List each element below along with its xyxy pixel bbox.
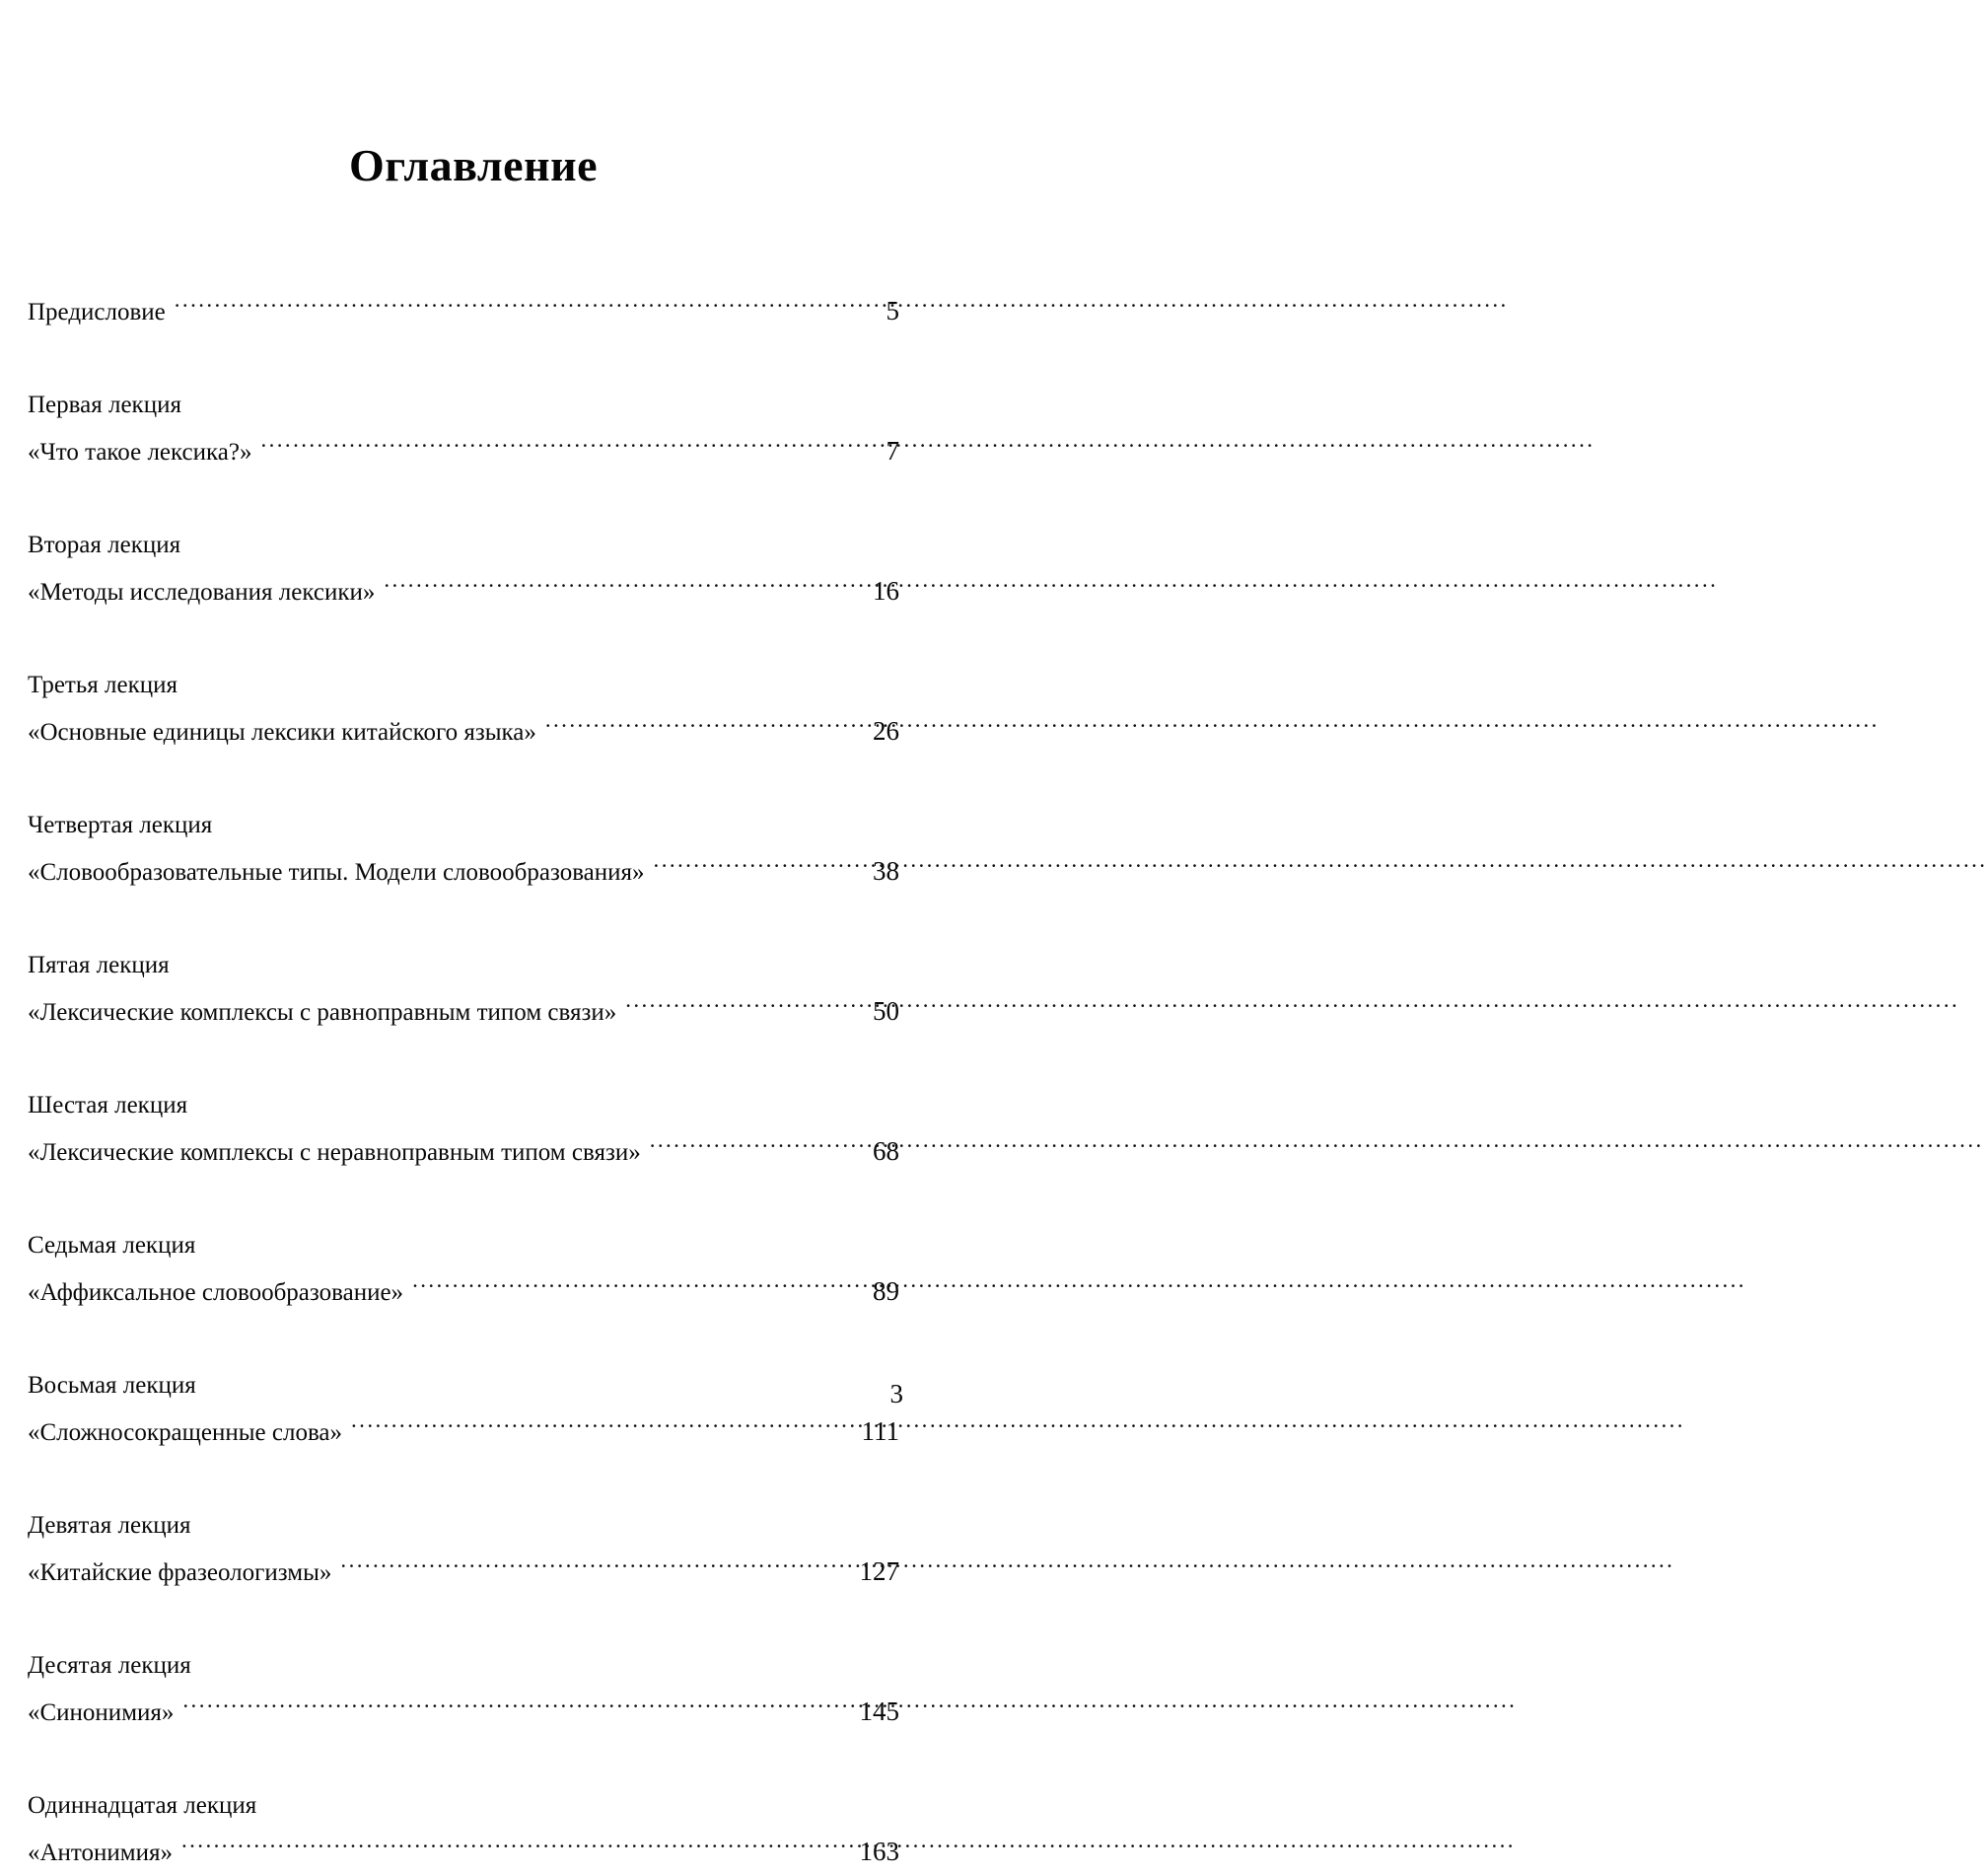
toc-entry[interactable] [28,1083,899,1176]
toc-entry[interactable] [28,383,899,475]
toc-entry-heading: Шестая лекция [28,1092,188,1118]
toc-entry-title: «Методы исследования лексики» [28,579,376,606]
toc-entry-row[interactable] [28,1128,899,1176]
toc-entry[interactable] [28,1363,899,1456]
toc-entry-heading: Девятая лекция [28,1512,191,1539]
toc-leader-dots [182,1695,838,1720]
toc-entry-title: «Аффиксальное словообразование» [28,1279,404,1306]
toc-entry-page-number: 145 [859,1696,899,1726]
toc-entry-page-number: 5 [886,296,899,325]
toc-leader-dots [654,854,838,880]
toc-entry-page-number: 50 [873,996,899,1026]
toc-entry[interactable] [28,803,899,896]
toc-entry[interactable] [28,523,899,615]
toc-entry[interactable] [28,1223,899,1316]
toc-entry-heading: Пятая лекция [28,952,170,978]
toc-entry-row[interactable] [28,848,899,896]
toc-entry-heading: Четвертая лекция [28,812,213,838]
toc-entry-row[interactable] [28,1689,899,1736]
toc-entry[interactable] [28,288,899,335]
toc-entry-title: «Что такое лексика?» [28,439,252,466]
toc-entry[interactable] [28,1643,899,1736]
toc-entry-title: «Лексические комплексы с равноправным типом связи» [28,999,617,1026]
toc-leader-dots [412,1274,838,1300]
toc-entry-heading: Восьмая лекция [28,1372,196,1399]
toc-entry[interactable] [28,943,899,1036]
toc-entry-row[interactable] [28,708,899,756]
toc-entry[interactable] [28,1783,899,1876]
toc-list [28,288,899,1876]
toc-entry-title: «Синонимия» [28,1699,175,1726]
page-title: Оглавление [348,140,599,190]
toc-entry-heading: Седьмая лекция [28,1232,196,1259]
toc-entry-row[interactable] [28,1549,899,1596]
page-folio-number: 3 [889,1379,903,1408]
toc-leader-dots [181,1835,838,1860]
toc-entry-heading: Третья лекция [28,672,177,698]
toc-entry-title: «Основные единицы лексики китайского языка» [28,719,536,746]
toc-entry-title: «Сложносокращенные слова» [28,1419,343,1446]
toc-entry-row[interactable] [28,988,899,1036]
toc-entry-heading: Вторая лекция [28,532,181,558]
toc-entry-page-number: 89 [873,1276,899,1306]
toc-entry-page-number: 16 [873,576,899,606]
toc-entry-title: «Лексические комплексы с неравноправным типом связи» [28,1139,641,1166]
toc-entry-heading: Десятая лекция [28,1652,191,1679]
toc-leader-dots [351,1414,838,1440]
toc-entry-page-number: 26 [873,716,899,746]
toc-entry-row[interactable] [28,1829,899,1876]
toc-entry-row[interactable] [28,288,899,335]
toc-leader-dots [384,574,838,600]
toc-entry-page-number: 163 [859,1837,899,1866]
toc-leader-dots [260,434,838,460]
toc-leader-dots [545,714,838,740]
toc-page [0,0,947,1866]
toc-entry-page-number: 68 [873,1136,899,1166]
toc-entry-title: «Словообразовательные типы. Модели словообразования» [28,859,645,886]
toc-entry-page-number: 38 [873,856,899,886]
toc-entry-page-number: 127 [859,1556,899,1586]
toc-entry-title: «Антонимия» [28,1840,173,1866]
toc-entry-title: «Китайские фразеологизмы» [28,1559,332,1586]
toc-leader-dots [625,994,838,1020]
toc-entry-row[interactable] [28,568,899,615]
toc-entry-heading: Первая лекция [28,392,181,418]
toc-entry-row[interactable] [28,428,899,475]
toc-entry-title: Предисловие [28,299,166,325]
toc-leader-dots [340,1554,838,1580]
toc-leader-dots [650,1134,838,1160]
toc-entry-row[interactable] [28,1408,899,1456]
toc-entry-heading: Одиннадцатая лекция [28,1792,257,1819]
toc-entry-page-number: 7 [886,436,899,466]
toc-entry-page-number: 111 [861,1416,899,1446]
toc-entry[interactable] [28,1503,899,1596]
toc-leader-dots [175,294,838,320]
toc-entry-row[interactable] [28,1268,899,1316]
toc-entry[interactable] [28,663,899,756]
